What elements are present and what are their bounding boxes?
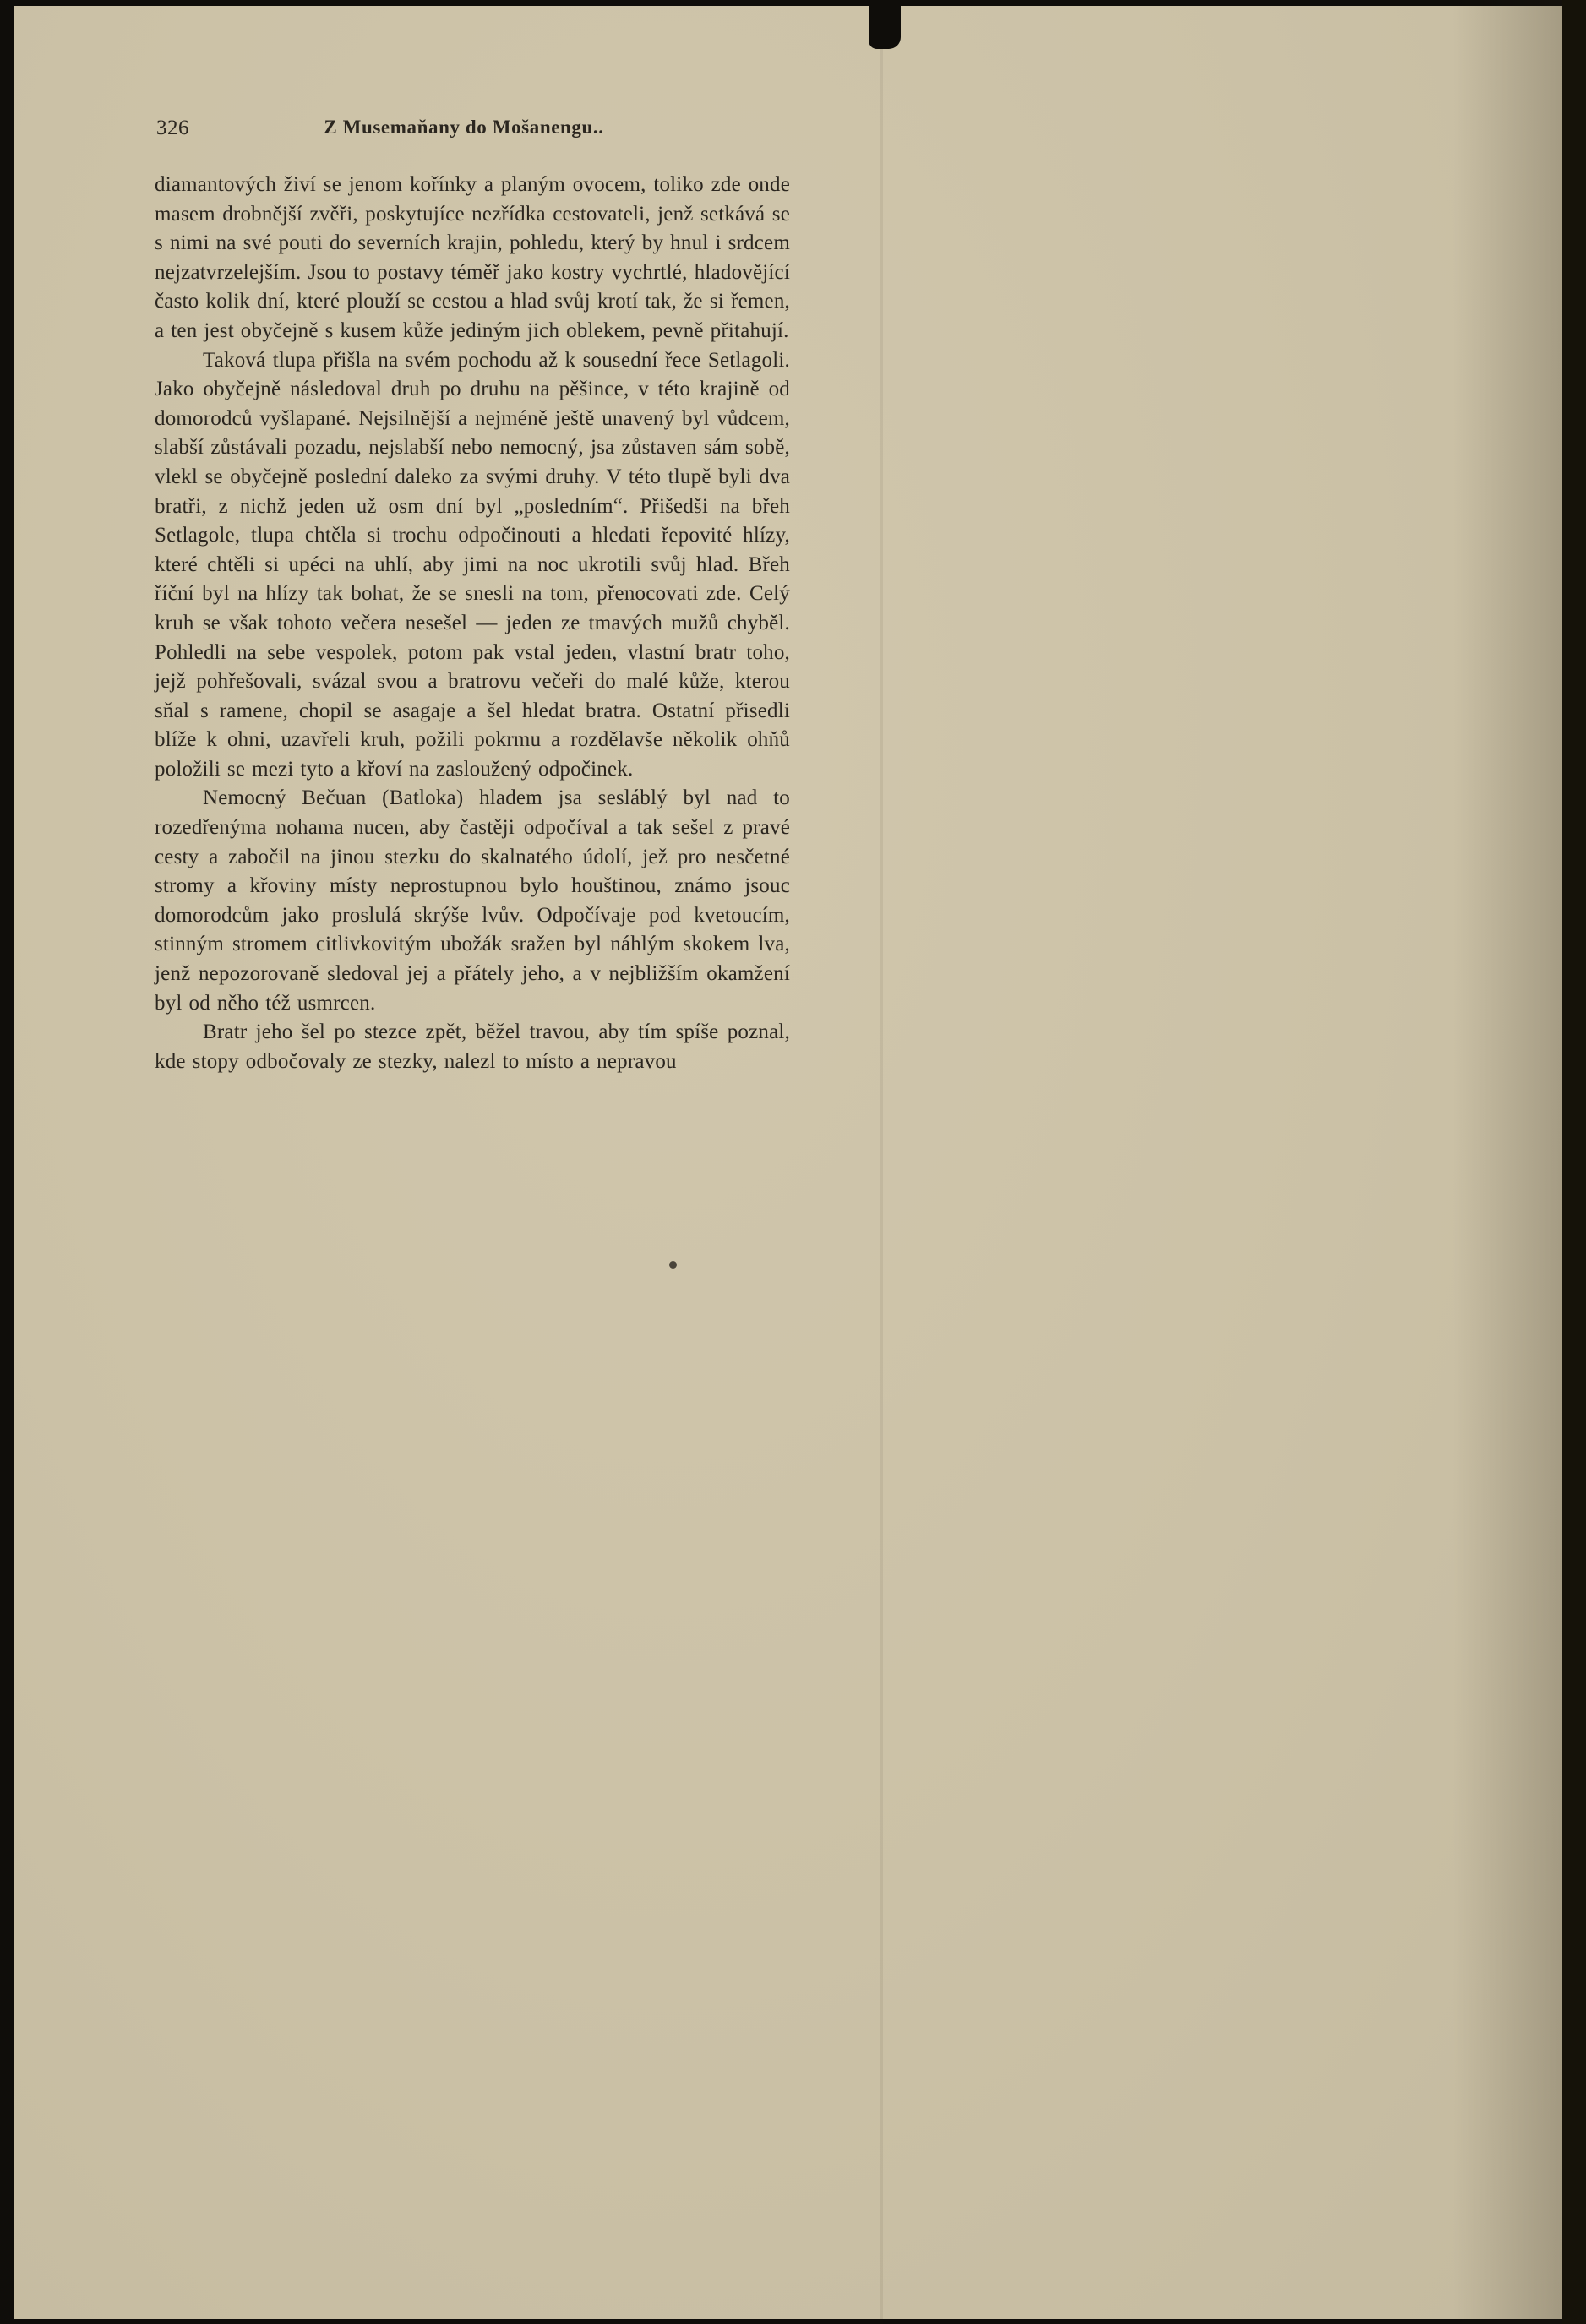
ink-speck <box>669 1261 677 1269</box>
page-gutter-line <box>880 0 883 2324</box>
paragraph: diamantových živí se jenom kořínky a planým ovocem, toliko zde onde masem drobnější zvěři, poskytujíce nezřídka cestovateli, jenž setkává se s nimi na své pouti do severních krajin, pohledu, který by hnul i srdcem nejzatvrzelejším. Jsou to postavy téměř jako kostry vychrtlé, hladovějící často kolik dní, které plouží se cestou a hlad svůj krotí tak, že si řemen, a ten jest obyčejně s kusem kůže jediným jich oblekem, pevně přitahují. <box>155 173 790 342</box>
scan-edge-top <box>0 0 1586 6</box>
paragraph: Nemocný Bečuan (Batloka) hladem jsa sesláblý byl nad to rozedřenýma nohama nucen, aby častěji odpočíval a tak sešel z pravé cesty a zabočil na jinou stezku do skalnatého údolí, jež pro nesčetné stromy a křoviny místy neprostupnou bylo houštinou, známo jsouc domorodcům jako proslulá skrýše lvův. Odpočívaje pod kvetoucím, stinným stromem citlivkovitým ubožák sražen byl náhlým skokem lva, jenž nepozorovaně sledoval jej a přátely jeho, a v nejbližším okamžení byl od něho též usmrcen. <box>155 786 790 1015</box>
paragraph: Bratr jeho šel po stezce zpět, běžel travou, aby tím spíše poznal, kde stopy odbočovaly ze stezky, nalezl to místo a nepravou <box>155 1020 790 1073</box>
page-edge-shadow <box>1452 0 1562 2324</box>
scan-edge-left <box>0 0 14 2324</box>
running-header <box>155 117 790 144</box>
page-content <box>155 117 790 1076</box>
scan-edge-bottom <box>0 2319 1586 2324</box>
paragraph: Taková tlupa přišla na svém pochodu až k sousední řece Setlagoli. Jako obyčejně následoval druh po druhu na pěšince, v této krajině od domorodců vyšlapané. Nejsilnější a nejméně ještě unavený byl vůdcem, slabší zůstávali pozadu, nejslabší nebo nemocný, jsa zůstaven sám sobě, vlekl se obyčejně poslední daleko za svými druhy. V této tlupě byli dva bratři, z nichž jeden už osm dní byl „posledním“. Přišedši na břeh Setlagole, tlupa chtěla si trochu odpočinouti a hledati řepovité hlízy, které chtěli si upéci na uhlí, aby jimi na noc ukrotili svůj hlad. Břeh říční byl na hlízy tak bohat, že se snesli na tom, přenocovati zde. Celý kruh se však tohoto večera nesešel — jeden ze tmavých mužů chyběl. Pohledli na sebe vespolek, potom pak vstal jeden, vlastní bratr toho, jejž pohřešovali, svázal svou a bratrovu večeři do malé kůže, kterou sňal s ramene, chopil se asagaje a šel hledat bratra. Ostatní přisedli blíže k ohni, uzavřeli kruh, požili pokrmu a rozdělavše několik ohňů položili se mezi tyto a křoví na zasloužený odpočinek. <box>155 348 790 781</box>
page-gutter-mark <box>869 0 901 49</box>
running-header-title: Z Musemaňany do Mošanengu.. <box>324 117 604 138</box>
scan-edge-right <box>1562 0 1586 2324</box>
page-number: 326 <box>156 117 189 139</box>
